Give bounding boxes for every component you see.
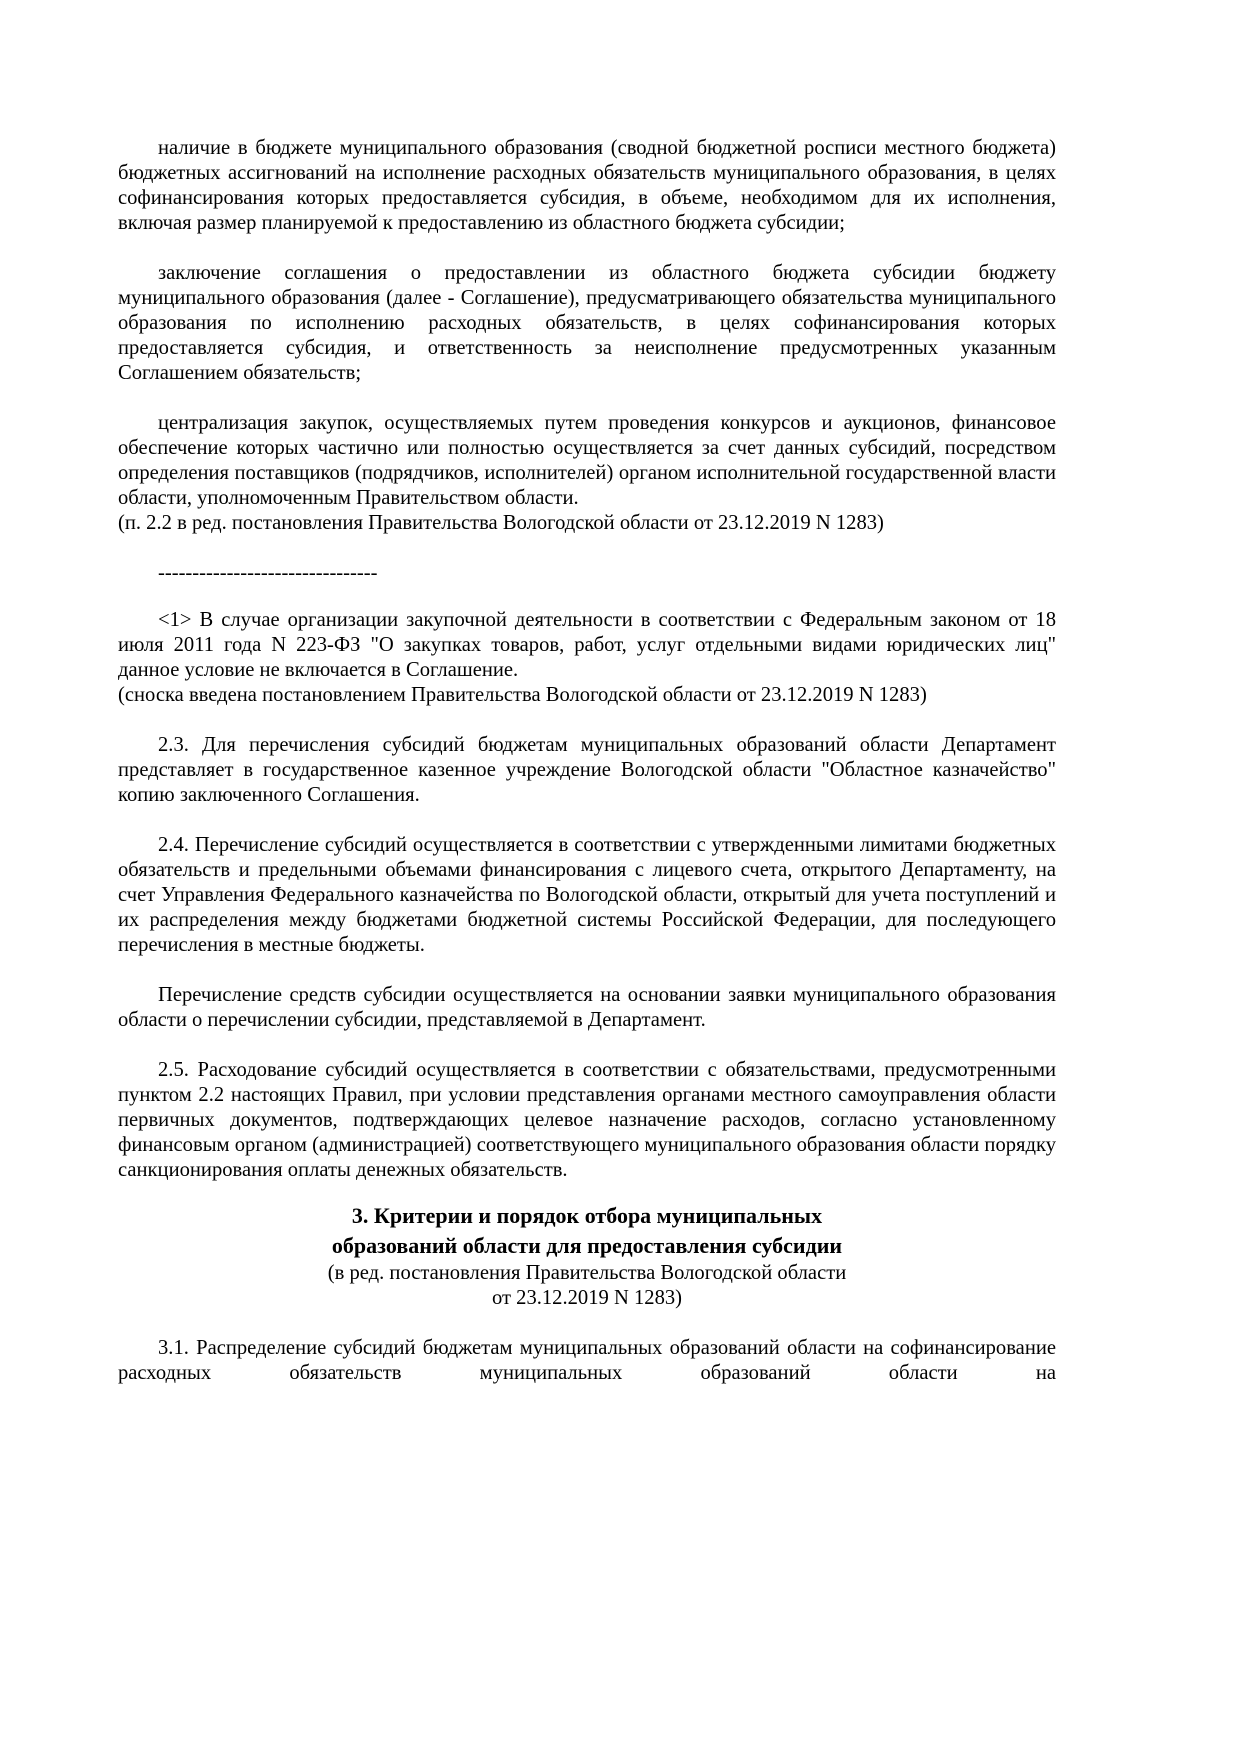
- paragraph-3-1: 3.1. Распределение субсидий бюджетам муниципальных образований области на софинансирование расходных обязательств муниципальных образований области на: [118, 1337, 1056, 1384]
- section-3-title-line2: образований области для предоставления субсидии: [331, 1233, 843, 1258]
- section-3-subtitle: [118, 1261, 1056, 1311]
- paragraph-budget-availability: наличие в бюджете муниципального образования (сводной бюджетной росписи местного бюджета) бюджетных ассигнований на исполнение расходных обязательств муниципального образования, в целях софинансирования которых предоставляется субсидия, в объеме, необходимом для их исполнения, включая размер планируемой к предоставлению из областного бюджета субсидии;: [118, 137, 1056, 234]
- paragraph-2-4: 2.4. Перечисление субсидий осуществляется в соответствии с утвержденными лимитами бюджетных обязательств и предельными объемами финансирования с лицевого счета, открытого Департаменту, на счет Управления Федерального казначейства по Вологодской области, открытый для учета поступлений и их распределения между бюджетами бюджетной системы Российской Федерации, для последующего перечисления в местные бюджеты.: [118, 834, 1056, 956]
- document-page: [118, 136, 1056, 1411]
- paragraph-2-3: 2.3. Для перечисления субсидий бюджетам муниципальных образований области Департамент представляет в государственное казенное учреждение Вологодской области "Областное казначейство" копию заключенного Соглашения.: [118, 734, 1056, 806]
- paragraph-agreement: заключение соглашения о предоставлении из областного бюджета субсидии бюджету муниципального образования (далее - Соглашение), предусматривающего обязательства муниципального образования по исполнению расходных обязательств, в целях софинансирования которых предоставляется субсидия, и ответственность за неисполнение предусмотренных указанным Соглашением обязательств;: [118, 262, 1056, 384]
- section-3-title-line1: 3. Критерии и порядок отбора муниципальных: [351, 1203, 823, 1228]
- footnote: <1> В случае организации закупочной деятельности в соответствии с Федеральным законом от 18 июля 2011 года N 223-ФЗ "О закупках товаров, работ, услуг отдельными видами юридических лиц" данное условие не включается в Соглашение.: [118, 609, 1056, 681]
- paragraph-2-5: 2.5. Расходование субсидий осуществляется в соответствии с обязательствами, предусмотренными пунктом 2.2 настоящих Правил, при условии представления органами местного самоуправления области первичных документов, подтверждающих целевое назначение расходов, согласно установленному финансовым органом (администрацией) соответствующего муниципального образования области порядку санкционирования оплаты денежных обязательств.: [118, 1059, 1056, 1181]
- paragraph-centralization: централизация закупок, осуществляемых путем проведения конкурсов и аукционов, финансовое обеспечение которых частично или полностью осуществляется за счет данных субсидий, посредством определения поставщиков (подрядчиков, исполнителей) органом исполнительной государственной власти области, уполномоченным Правительством области.: [118, 412, 1056, 509]
- footnote-note: (сноска введена постановлением Правительства Вологодской области от 23.12.2019 N 1283): [118, 684, 927, 706]
- section-3-subtitle-line2: от 23.12.2019 N 1283): [491, 1287, 683, 1309]
- footnote-separator: --------------------------------: [158, 562, 378, 584]
- paragraph-2-4-transfer: Перечисление средств субсидии осуществляется на основании заявки муниципального образования области о перечислении субсидии, представляемой в Департамент.: [118, 984, 1056, 1031]
- amendment-note: (п. 2.2 в ред. постановления Правительства Вологодской области от 23.12.2019 N 1283): [118, 512, 884, 534]
- section-3-subtitle-line1: (в ред. постановления Правительства Вологодской области: [327, 1262, 847, 1284]
